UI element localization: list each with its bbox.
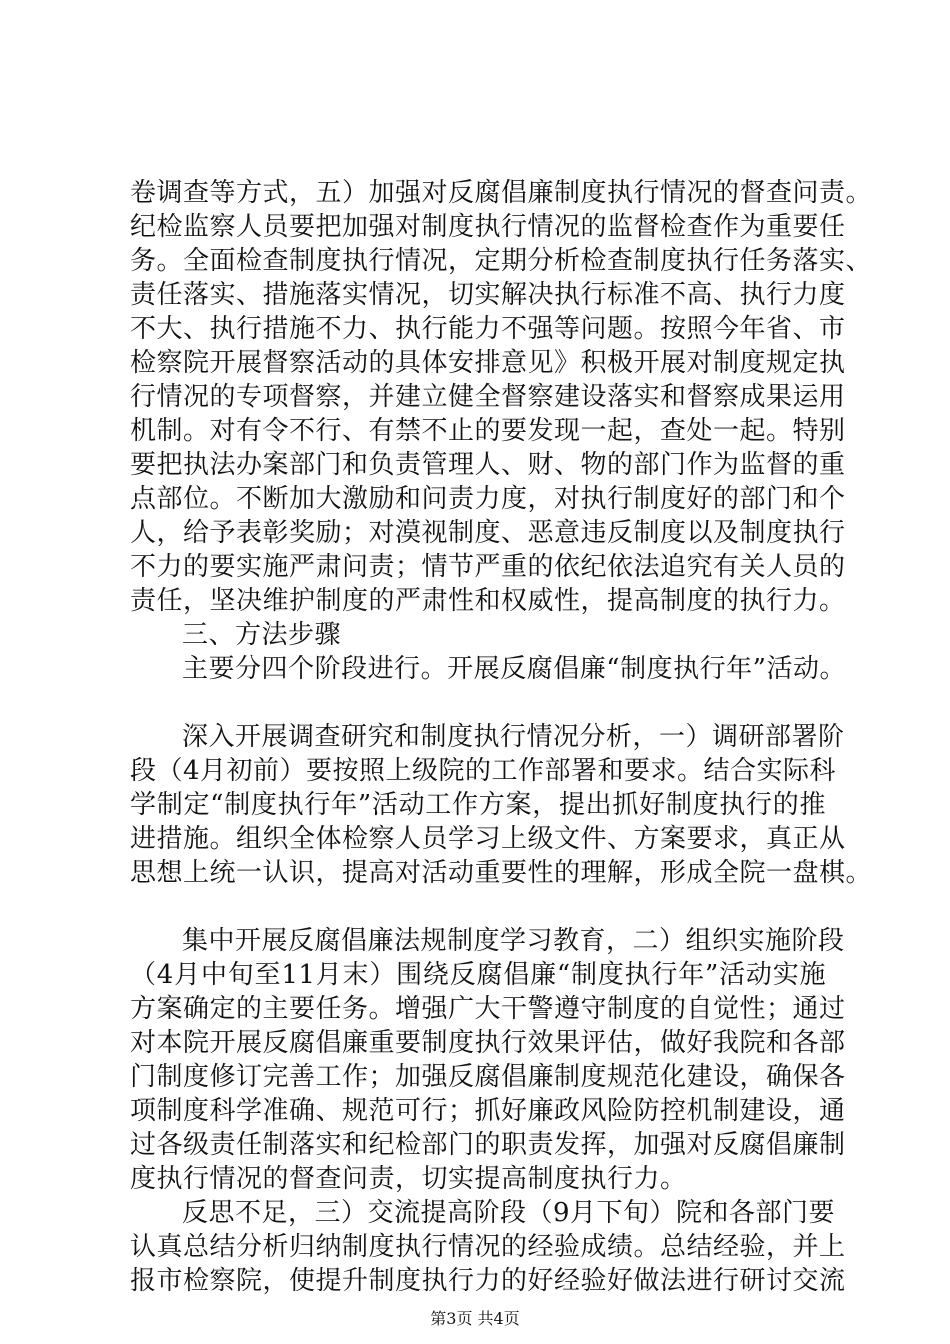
paragraph-line: 务。全面检查制度执行情况，定期分析检查制度执行任务落实、	[130, 246, 873, 276]
paragraph-line: 深入开展调查研究和制度执行情况分析，一）调研部署阶	[182, 722, 845, 752]
paragraph-line: 集中开展反腐倡廉法规制度学习教育，二）组织实施阶段	[182, 926, 845, 956]
paragraph-line: 认真总结分析归纳制度执行情况的经验成绩。总结经验，并上	[130, 1232, 846, 1262]
paragraph-line: 项制度科学准确、规范可行；抓好廉政风险防控机制建设，通	[130, 1096, 846, 1126]
paragraph-line: 过各级责任制落实和纪检部门的职责发挥，加强对反腐倡廉制	[130, 1130, 846, 1160]
section-heading: 三、方法步骤	[182, 620, 342, 650]
paragraph-line: 纪检监察人员要把加强对制度执行情况的监督检查作为重要任	[130, 212, 846, 242]
paragraph-line: 反思不足，三）交流提高阶段（9月下旬）院和各部门要	[182, 1198, 836, 1228]
paragraph-line: 检察院开展督察活动的具体安排意见》积极开展对制度规定执	[130, 348, 846, 378]
paragraph-line: 段（4月初前）要按照上级院的工作部署和要求。结合实际科	[130, 756, 837, 786]
paragraph-line: 主要分四个阶段进行。开展反腐倡廉“制度执行年”活动。	[182, 654, 846, 684]
paragraph-line: 不大、执行措施不力、执行能力不强等问题。按照今年省、市	[130, 314, 846, 344]
paragraph-line: 不力的要实施严肃问责；情节严重的依纪依法追究有关人员的	[130, 552, 846, 582]
page-number-footer: 第3页 共4页	[430, 1309, 520, 1328]
paragraph-line: 责任落实、措施落实情况，切实解决执行标准不高、执行力度	[130, 280, 846, 310]
paragraph-line: （4月中旬至11月末）围绕反腐倡廉“制度执行年”活动实施	[130, 960, 826, 990]
paragraph-line: 行情况的专项督察，并建立健全督察建设落实和督察成果运用	[130, 382, 846, 412]
paragraph-line: 要把执法办案部门和负责管理人、财、物的部门作为监督的重	[130, 450, 846, 480]
paragraph-line: 点部位。不断加大激励和问责力度，对执行制度好的部门和个	[130, 484, 846, 514]
paragraph-line: 对本院开展反腐倡廉重要制度执行效果评估，做好我院和各部	[130, 1028, 846, 1058]
paragraph-line: 学制定“制度执行年”活动工作方案，提出抓好制度执行的推	[130, 790, 826, 820]
paragraph-line: 门制度修订完善工作；加强反腐倡廉制度规范化建设，确保各	[130, 1062, 846, 1092]
paragraph-line: 报市检察院，使提升制度执行力的好经验好做法进行研讨交流	[130, 1266, 846, 1296]
paragraph-line: 方案确定的主要任务。增强广大干警遵守制度的自觉性；通过	[130, 994, 846, 1024]
paragraph-line: 卷调查等方式，五）加强对反腐倡廉制度执行情况的督查问责。	[130, 178, 873, 208]
paragraph-line: 度执行情况的督查问责，切实提高制度执行力。	[130, 1164, 687, 1194]
paragraph-line: 进措施。组织全体检察人员学习上级文件、方案要求，真正从	[130, 824, 846, 854]
paragraph-line: 责任，坚决维护制度的严肃性和权威性，提高制度的执行力。	[130, 586, 846, 616]
paragraph-line: 人，给予表彰奖励；对漠视制度、恶意违反制度以及制度执行	[130, 518, 846, 548]
paragraph-line: 思想上统一认识，提高对活动重要性的理解，形成全院一盘棋。	[130, 858, 873, 888]
paragraph-line: 机制。对有令不行、有禁不止的要发现一起，查处一起。特别	[130, 416, 846, 446]
